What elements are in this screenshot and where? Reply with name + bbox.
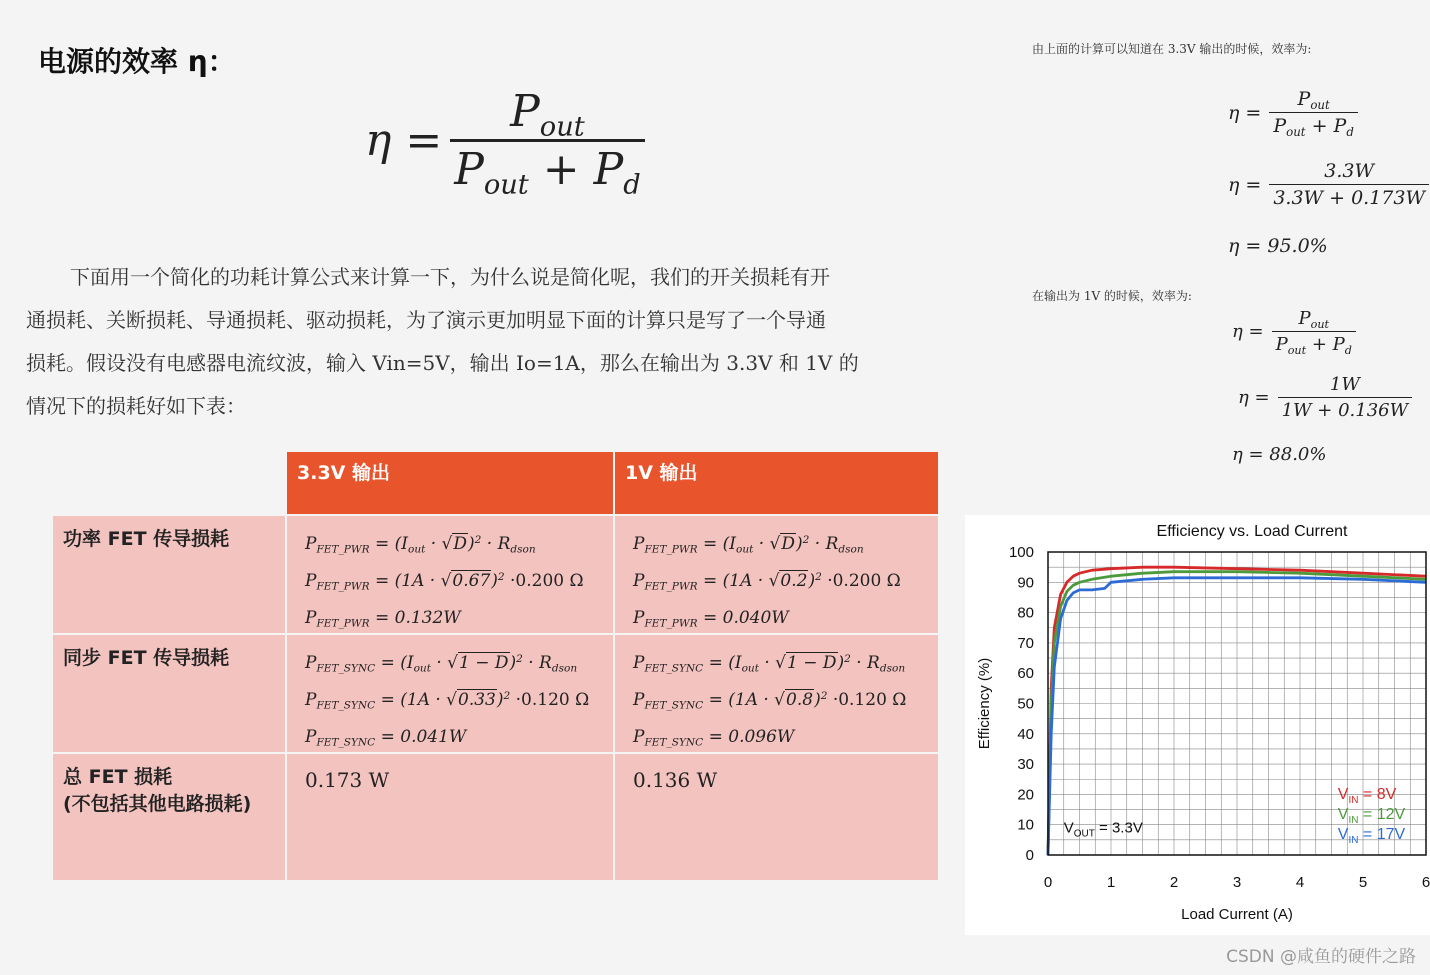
numerator: 1W — [1329, 374, 1360, 395]
result-value: 0.132W — [394, 608, 461, 628]
x-axis-label: Load Current (A) — [1181, 906, 1293, 923]
row-label-total-line2: (不包括其他电路损耗) — [63, 793, 252, 815]
page-title: 电源的效率 η： — [38, 45, 236, 78]
chart-title: Efficiency vs. Load Current — [1156, 523, 1348, 540]
denominator: 3.3W + 0.173W — [1269, 184, 1429, 209]
loss-table — [53, 452, 938, 880]
efficiency-formula: η = $\frac{P_{out}}{P_{out} + P_d}$ — [365, 86, 645, 195]
x-tick-label: 4 — [1295, 874, 1305, 891]
result-value: 0.096W — [728, 727, 795, 747]
chart-legend — [1338, 786, 1406, 846]
legend-entry: $V_{IN} = 8V$ — [1337, 785, 1397, 806]
y-tick-label: 90 — [1017, 574, 1034, 592]
y-tick-label: 80 — [1017, 604, 1034, 622]
sqrt-value: 0.33 — [458, 690, 496, 710]
y-tick-label: 70 — [1017, 634, 1034, 652]
y-tick-label: 10 — [1017, 816, 1034, 834]
row-label-total-line1: 总 FET 损耗 — [63, 766, 173, 788]
explanation-paragraph — [26, 256, 921, 428]
y-tick-label: 40 — [1017, 725, 1034, 743]
y-tick-label: 50 — [1017, 695, 1034, 713]
sqrt-value: 0.67 — [452, 571, 491, 591]
total-1v: 0.136 W — [615, 754, 938, 880]
denominator: 1W + 0.136W — [1278, 397, 1413, 421]
total-3v3: 0.173 W — [287, 754, 613, 880]
rdson-value: ·0.200 Ω — [510, 571, 584, 591]
chart-svg — [965, 515, 1430, 935]
sqrt-value: 0.8 — [786, 690, 814, 710]
note-1v: 在输出为 1V 的时候，效率为: — [1032, 289, 1192, 303]
x-tick-label: 0 — [1043, 874, 1053, 891]
formula-general-1v: η = $\frac{P_{out}}{P_{out} + P_d}$ — [1232, 308, 1356, 355]
sqrt-value: 0.2 — [780, 571, 808, 591]
x-tick-label: 5 — [1358, 874, 1368, 891]
sync-fet-1v-calc: $P_{FET\_SYNC} = (I_{out} \cdot √1 - D)^2 \cdot R_{dson}$ $P_{FET\_SYNC} = (1A \cdot √0.8)^2 \cdot 0.120$ Ω $P_{FET\_SYNC} = 0.096W$ — [615, 635, 938, 752]
formula-values-3v3: η = $\frac{3.3W}{3.3W + 0.173W}$ — [1228, 160, 1429, 209]
y-tick-label: 100 — [1008, 544, 1034, 561]
rdson-value: ·0.200 Ω — [827, 571, 901, 591]
row-label-total — [53, 754, 285, 880]
paragraph-line: 通损耗、关断损耗、导通损耗、驱动损耗，为了演示更加明显下面的计算只是写了一个导通 — [26, 308, 826, 332]
paragraph-line: 情况下的损耗好如下表： — [26, 394, 246, 418]
formula-values-1v: η = $\frac{1W}{1W + 0.136W}$ — [1238, 374, 1412, 421]
x-tick-label: 1 — [1106, 874, 1116, 891]
watermark: CSDN @咸鱼的硬件之路 — [1226, 947, 1416, 967]
x-tick-label: 3 — [1232, 874, 1242, 891]
power-fet-3v3-calc: $P_{FET\_PWR} = (I_{out} \cdot √D)^2 \cdot R_{dson}$ $P_{FET\_PWR} = (1A \cdot √0.67)^2 \cdot 0.200$ Ω $P_{FET\_PWR} = 0.132W$ — [287, 516, 613, 633]
efficiency-chart — [965, 515, 1430, 935]
rdson-value: ·0.120 Ω — [515, 690, 590, 710]
row-label-sync-fet: 同步 FET 传导损耗 — [53, 635, 285, 752]
result-value: 0.040W — [722, 608, 789, 628]
numerator: 3.3W — [1324, 160, 1375, 182]
y-tick-label: 0 — [1025, 847, 1034, 864]
formula-general-3v3: η = $\frac{P_{out}}{P_{out} + P_d}$ — [1228, 88, 1358, 137]
result-1v: η = 88.0% — [1232, 444, 1327, 465]
result-value: 0.041W — [400, 727, 467, 747]
y-tick-label: 60 — [1017, 665, 1034, 683]
header-3v3: 3.3V 输出 — [287, 452, 613, 514]
legend-entry: $V_{IN} = 12V$ — [1337, 805, 1406, 826]
header-1v: 1V 输出 — [615, 452, 938, 514]
paragraph-line: 下面用一个简化的功耗计算公式来计算一下，为什么说是简化呢，我们的开关损耗有开 — [70, 265, 830, 289]
power-fet-1v-calc: $P_{FET\_PWR} = (I_{out} \cdot √D)^2 \cdot R_{dson}$ $P_{FET\_PWR} = (1A \cdot √0.2)^2 \cdot 0.200$ Ω $P_{FET\_PWR} = 0.040W$ — [615, 516, 938, 633]
x-tick-label: 6 — [1421, 874, 1430, 891]
y-axis-label: Efficiency (%) — [976, 657, 993, 750]
row-label-power-fet: 功率 FET 传导损耗 — [53, 516, 285, 633]
legend-entry: $V_{IN} = 17V$ — [1337, 825, 1406, 846]
note-3v3: 由上面的计算可以知道在 3.3V 输出的时候，效率为: — [1032, 42, 1312, 56]
sync-fet-3v3-calc: $P_{FET\_SYNC} = (I_{out} \cdot √1 - D)^2 \cdot R_{dson}$ $P_{FET\_SYNC} = (1A \cdot √0.33)^2 \cdot 0.120$ Ω $P_{FET\_SYNC} = 0.041W$ — [287, 635, 613, 752]
y-tick-label: 20 — [1017, 786, 1034, 804]
paragraph-line: 损耗。假设没有电感器电流纹波，输入 Vin=5V，输出 Io=1A，那么在输出为 3.3V 和 1V 的 — [26, 351, 859, 375]
x-tick-label: 2 — [1169, 874, 1179, 891]
rdson-value: ·0.120 Ω — [832, 690, 907, 710]
result-3v3: η = 95.0% — [1228, 235, 1328, 257]
y-tick-label: 30 — [1017, 756, 1034, 774]
vout-annotation: $V_{OUT} = 3.3V$ — [1063, 819, 1143, 840]
